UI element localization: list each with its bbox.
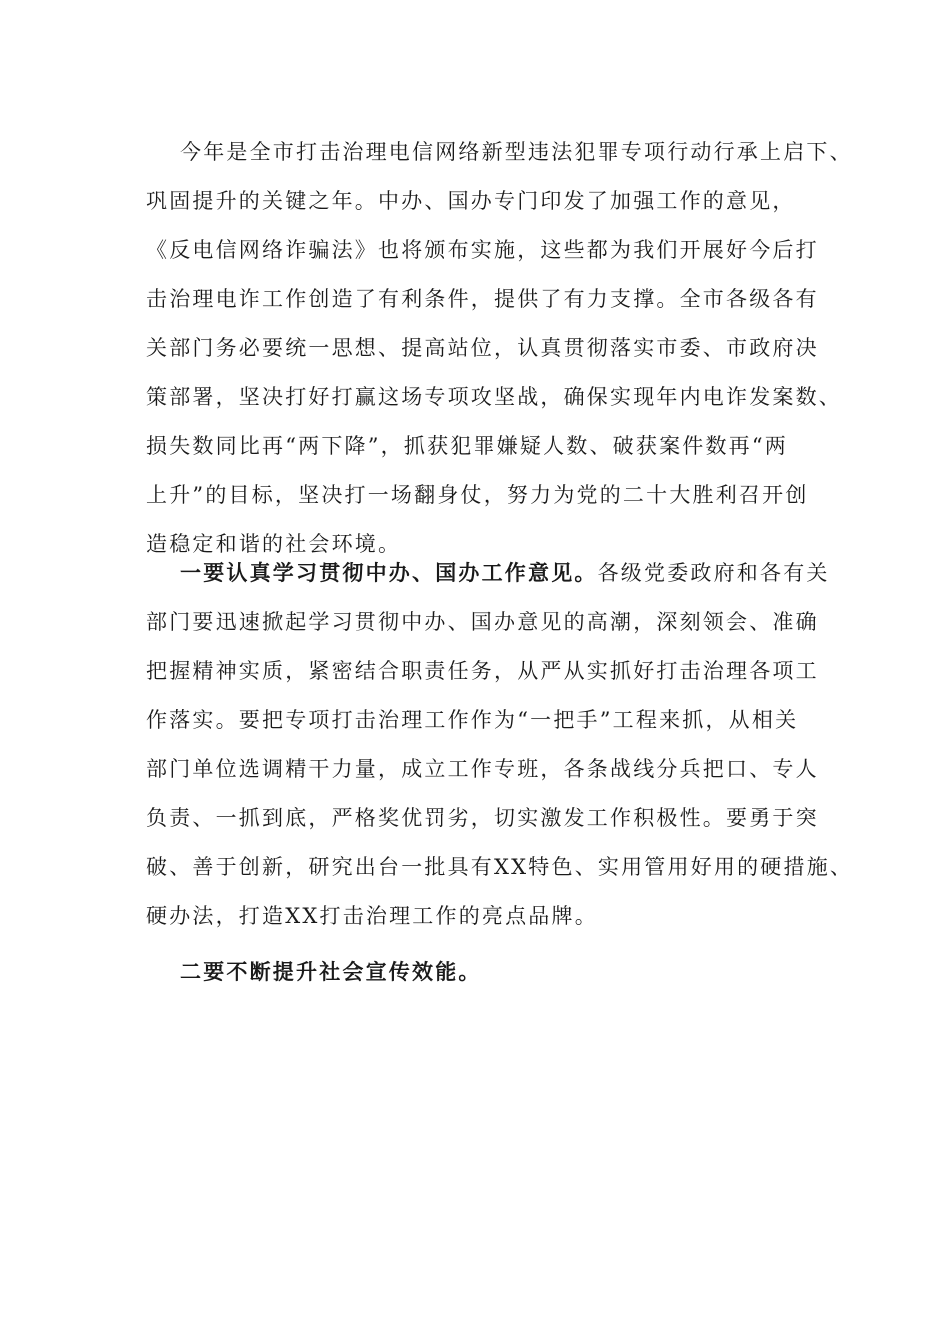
paragraph-2-first-line-rest: 各级党委政府和各有关	[597, 561, 830, 585]
paragraph-1-line-1: 今年是全市打击治理电信网络新型违法犯罪专项行动行承上启下、	[180, 140, 853, 164]
paragraph-2-line-1	[180, 559, 860, 587]
paragraph-2-line-4: 作落实。要把专项打击治理工作作为“一把手”工程来抓，从相关	[146, 708, 799, 732]
paragraph-2-line-6: 负责、一抓到底，严格奖优罚劣，切实激发工作积极性。要勇于突	[146, 806, 819, 830]
paragraph-1-line-9: 造稳定和谐的社会环境。	[146, 532, 402, 556]
paragraph-1-line-5: 关部门务必要统一思想、提高站位，认真贯彻落实市委、市政府决	[146, 336, 819, 360]
paragraph-1-line-3: 《反电信网络诈骗法》也将颁布实施，这些都为我们开展好今后打	[146, 238, 819, 262]
paragraph-2-line-5: 部门单位选调精干力量，成立工作专班，各条战线分兵把口、专人	[146, 757, 819, 781]
paragraph-2-line-7: 破、善于创新，研究出台一批具有XX特色、实用管用好用的硬措施、	[146, 855, 854, 879]
paragraph-2-line-2: 部门要迅速掀起学习贯彻中办、国办意见的高潮，深刻领会、准确	[146, 610, 819, 634]
paragraph-1-line-4: 击治理电诈工作创造了有利条件，提供了有力支撑。全市各级各有	[146, 287, 819, 311]
paragraph-2-heading: 一要认真学习贯彻中办、国办工作意见。	[180, 560, 598, 585]
paragraph-1-line-2: 巩固提升的关键之年。中办、国办专门印发了加强工作的意见，	[146, 189, 796, 213]
paragraph-2-line-3: 把握精神实质，紧密结合职责任务，从严从实抓好打击治理各项工	[146, 659, 819, 683]
paragraph-1-line-6: 策部署，坚决打好打赢这场专项攻坚战，确保实现年内电诈发案数、	[146, 385, 842, 409]
paragraph-1-line-7: 损失数同比再“两下降”，抓获犯罪嫌疑人数、破获案件数再“两	[146, 434, 789, 458]
paragraph-3-heading: 二要不断提升社会宣传效能。	[180, 959, 482, 984]
paragraph-1-line-8: 上升”的目标，坚决打一场翻身仗，努力为党的二十大胜利召开创	[146, 483, 809, 507]
paragraph-2-line-8: 硬办法，打造XX打击治理工作的亮点品牌。	[146, 904, 598, 928]
